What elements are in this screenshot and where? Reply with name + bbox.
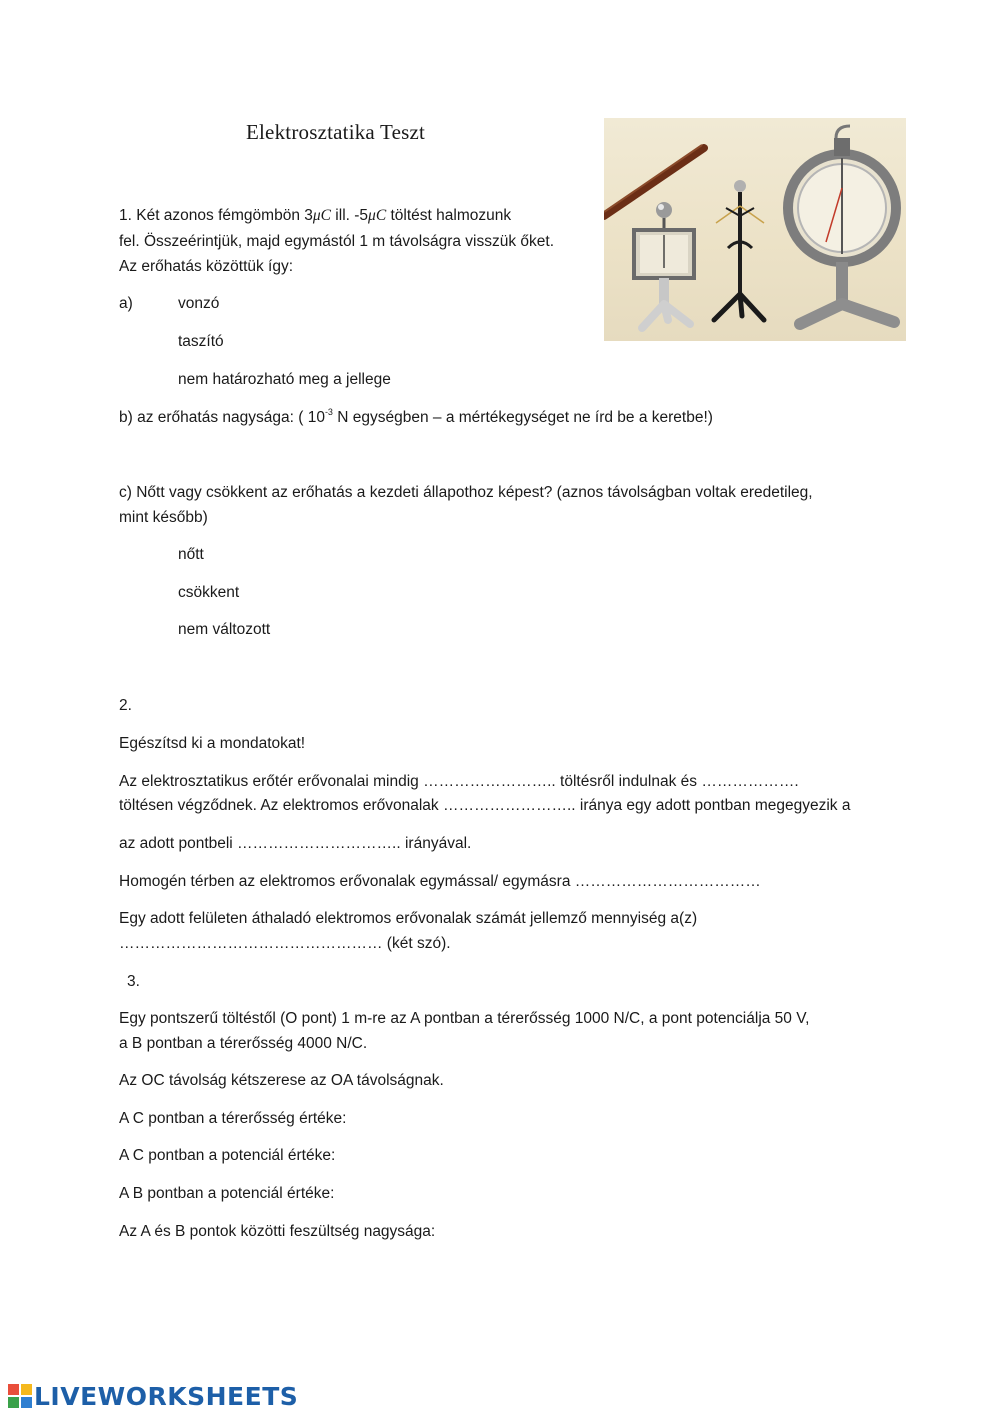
q2-instruction: Egészítsd ki a mondatokat! xyxy=(119,735,306,752)
q3-number: 3. xyxy=(127,973,140,990)
part-c-line-2: mint később) xyxy=(119,509,208,526)
q3-line-3: Az OC távolság kétszerese az OA távolságnak. xyxy=(119,1072,444,1089)
part-b-question xyxy=(119,409,713,427)
option-vonzo[interactable]: vonzó xyxy=(178,295,220,312)
option-taszito[interactable]: taszító xyxy=(178,333,224,350)
q1-line-3: Az erőhatás közöttük így: xyxy=(119,258,294,275)
q2-sentence-3: Homogén térben az elektromos erővonalak egymással/ egymásra ……………………………… xyxy=(119,873,761,890)
logo-text: LIVEWORKSHEETS xyxy=(34,1381,299,1411)
option-nem-hatarozhato[interactable]: nem határozható meg a jellege xyxy=(178,371,391,388)
q2-sentence-4-line-2: …………………………………………… (két szó). xyxy=(119,935,451,952)
q2-sentence-1-line-2: töltésen végződnek. Az elektromos erővonalak …………………….. iránya egy adott pontban megegyezik a xyxy=(119,797,851,814)
exponent: -3 xyxy=(324,407,333,417)
option-csokkent[interactable]: csökkent xyxy=(178,584,240,601)
part-a-label: a) xyxy=(119,295,133,312)
q3-question-b-potential: A B pontban a potenciál értéke: xyxy=(119,1185,335,1202)
part-b-text: N egységben – a mértékegységet ne írd be a keretbe!) xyxy=(332,409,713,426)
page-title: Elektrosztatika Teszt xyxy=(246,120,426,144)
electroscope-photo xyxy=(604,118,906,341)
q3-question-c-potential: A C pontban a potenciál értéke: xyxy=(119,1147,336,1164)
option-nem-valtozott[interactable]: nem változott xyxy=(178,621,271,638)
q3-line-2: a B pontban a térerősség 4000 N/C. xyxy=(119,1035,368,1052)
q3-question-ab-voltage: Az A és B pontok közötti feszültség nagysága: xyxy=(119,1223,436,1240)
q2-sentence-2: az adott pontbeli ………………………….. irányával. xyxy=(119,835,472,852)
q1-text: töltést halmozunk xyxy=(386,207,512,224)
q1-text: ill. -5 xyxy=(331,207,369,224)
mu-coulomb-symbol: μC xyxy=(368,207,387,224)
q1-line-2: fel. Összeérintjük, majd egymástól 1 m távolságra visszük őket. xyxy=(119,233,555,250)
mu-coulomb-symbol: μC xyxy=(312,207,331,224)
option-nott[interactable]: nőtt xyxy=(178,546,204,563)
electroscope-illustration xyxy=(604,118,906,341)
q2-sentence-1-line-1: Az elektrosztatikus erőtér erővonalai mindig …………………….. töltésről indulnak és ………………. xyxy=(119,773,799,790)
liveworksheets-logo-icon xyxy=(8,1384,32,1408)
liveworksheets-logo xyxy=(8,1378,298,1414)
part-b-text: b) az erőhatás nagysága: ( 10 xyxy=(119,409,325,426)
q3-question-c-field: A C pontban a térerősség értéke: xyxy=(119,1110,347,1127)
q2-number: 2. xyxy=(119,697,132,714)
q1-text: 1. Két azonos fémgömbön 3 xyxy=(119,207,313,224)
part-c-line-1: c) Nőtt vagy csökkent az erőhatás a kezdeti állapothoz képest? (aznos távolságban voltak eredetileg, xyxy=(119,484,813,501)
q1-line-1 xyxy=(119,207,511,225)
q3-line-1: Egy pontszerű töltéstől (O pont) 1 m-re az A pontban a térerősség 1000 N/C, a pont potenciálja 50 V, xyxy=(119,1010,810,1027)
q2-sentence-4-line-1: Egy adott felületen áthaladó elektromos erővonalak számát jellemző mennyiség a(z) xyxy=(119,910,698,927)
